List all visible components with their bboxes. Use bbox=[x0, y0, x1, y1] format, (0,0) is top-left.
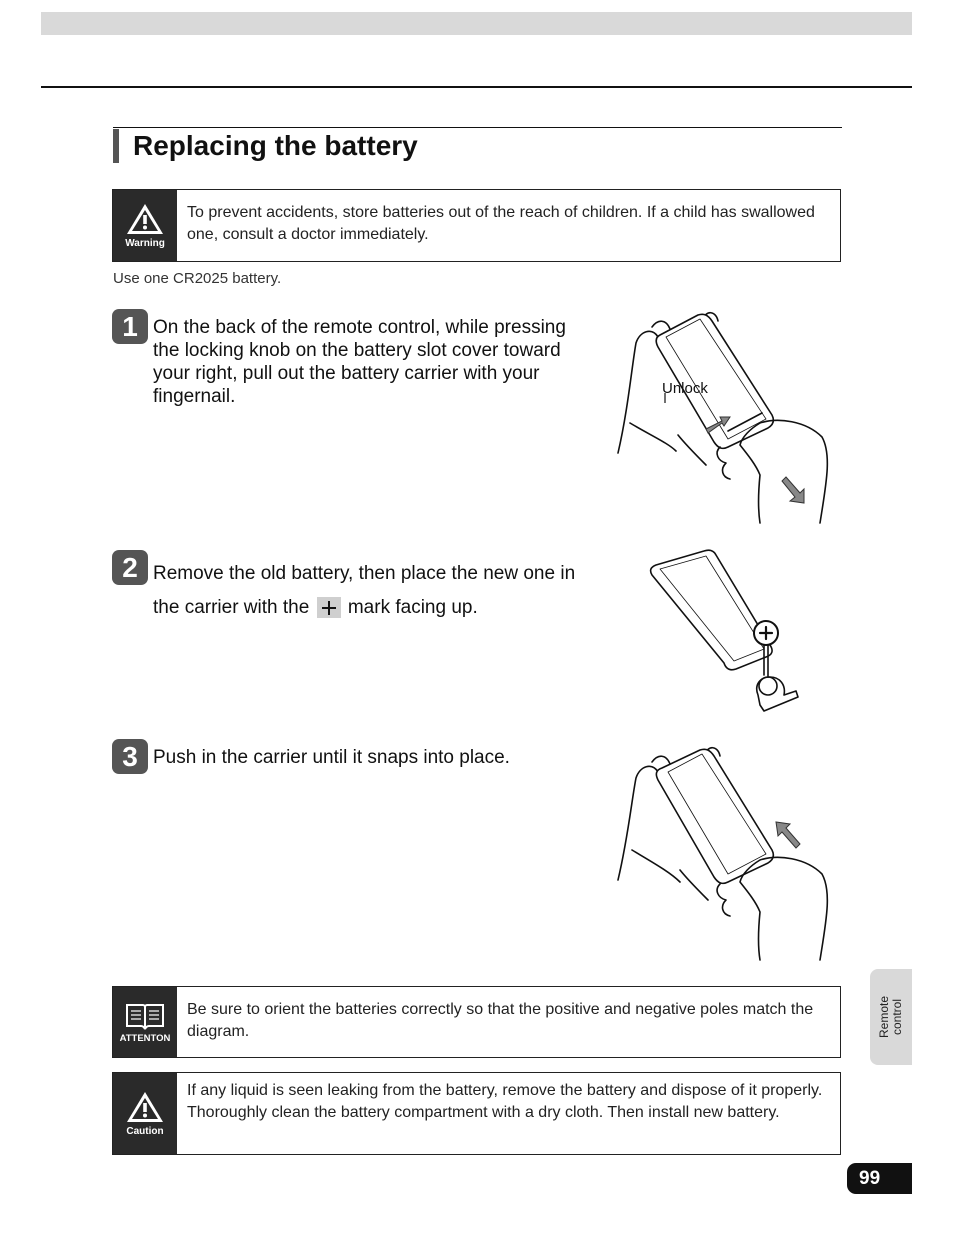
side-tab-remote-control[interactable] bbox=[870, 969, 912, 1065]
caution-label: Caution bbox=[126, 1126, 164, 1137]
page-number: 99 bbox=[847, 1163, 912, 1194]
attention-text: Be sure to orient the batteries correctly so that the positive and negative poles match the diagram. bbox=[187, 1001, 814, 1040]
header-bar bbox=[41, 12, 912, 35]
step-3-number: 3 bbox=[112, 739, 148, 774]
header-rule bbox=[41, 86, 912, 88]
battery-placement-illustration bbox=[640, 545, 815, 720]
insert-carrier-illustration bbox=[610, 738, 840, 968]
side-tab-line2: control bbox=[890, 998, 904, 1036]
side-tab-line1: Remote bbox=[877, 995, 891, 1039]
title-marker bbox=[113, 129, 119, 163]
remove-carrier-illustration bbox=[610, 305, 840, 530]
step-1-number: 1 bbox=[112, 309, 148, 344]
warning-label: Warning bbox=[125, 238, 165, 249]
battery-type-note: Use one CR2025 battery. bbox=[113, 270, 282, 287]
caution-box bbox=[112, 1072, 841, 1155]
step-2-text-after: mark facing up. bbox=[347, 597, 478, 618]
step-3-text: Push in the carrier until it snaps into place. bbox=[153, 747, 510, 768]
warning-icon bbox=[113, 190, 177, 261]
step-2-text-before: Remove the old battery, then place the new one in the carrier with the bbox=[153, 563, 576, 618]
step-2-text bbox=[153, 557, 598, 625]
plus-icon bbox=[317, 597, 341, 618]
caution-icon bbox=[113, 1073, 177, 1154]
step-1-text: On the back of the remote control, while pressing the locking knob on the battery slot cover toward your right, pull out the battery carrier with your fingernail. bbox=[153, 317, 566, 407]
attention-label: ATTENTON bbox=[119, 1032, 171, 1044]
caution-text: If any liquid is seen leaking from the battery, remove the battery and dispose of it properly. Thoroughly clean the battery compartment with a dry cloth. Then install new battery. bbox=[187, 1082, 823, 1121]
step-2-number: 2 bbox=[112, 550, 148, 585]
warning-box bbox=[112, 189, 841, 262]
attention-box bbox=[112, 986, 841, 1058]
side-tab-label bbox=[878, 996, 904, 1038]
attention-book-icon bbox=[113, 987, 177, 1057]
unlock-label: Unlock bbox=[662, 380, 708, 397]
warning-text: To prevent accidents, store batteries out of the reach of children. If a child has swallowed one, consult a doctor immediately. bbox=[187, 204, 815, 243]
page-title: Replacing the battery bbox=[133, 130, 418, 161]
